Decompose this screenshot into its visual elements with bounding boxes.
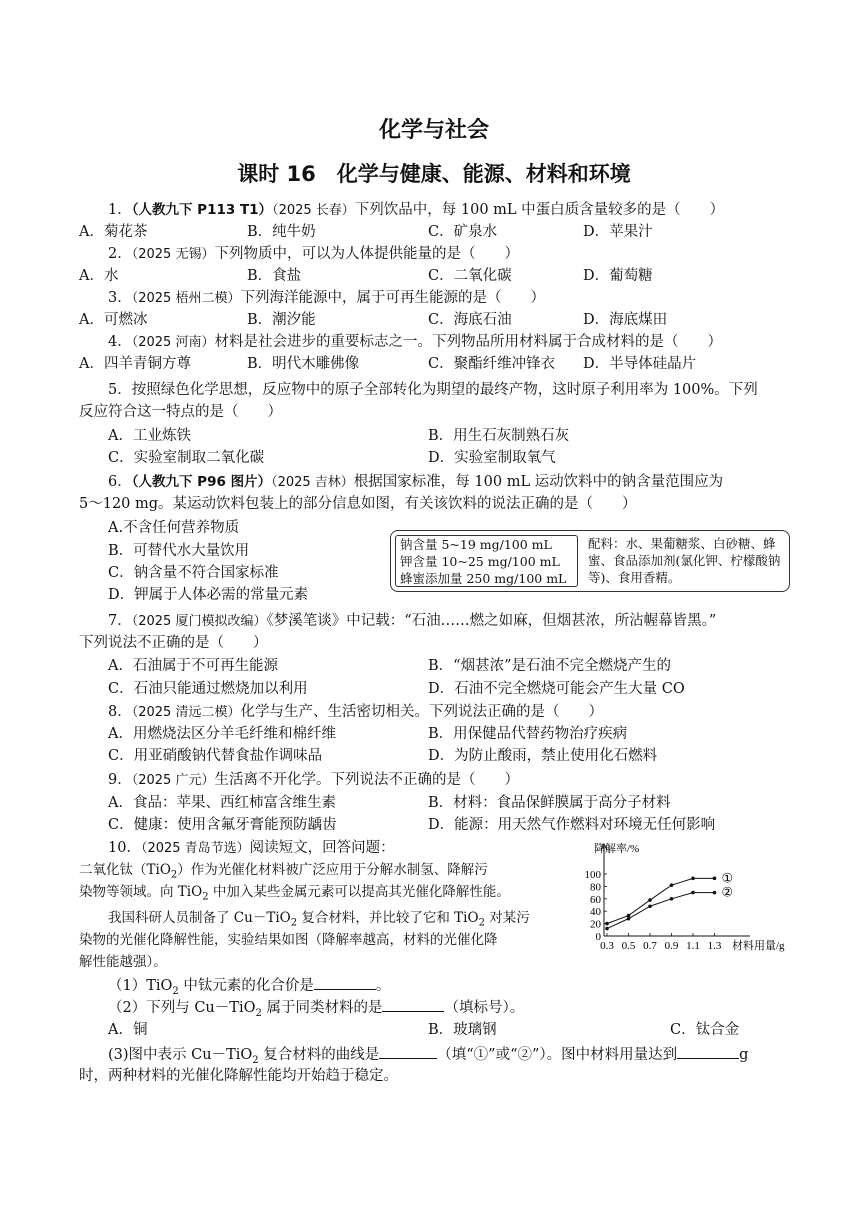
passage-text: 染物等领域。向 TiO (79, 884, 203, 900)
option-c: C．二氧化碳 (428, 268, 512, 284)
option-b: B．用生石灰制熟石灰 (428, 428, 570, 444)
option-b: B．用保健品代替药物治疗疾病 (428, 726, 628, 742)
answer-blank[interactable] (382, 997, 444, 1012)
y-tick-label: 60 (590, 893, 601, 906)
drink-label (390, 530, 790, 592)
x-tick-label: 1.1 (686, 940, 700, 952)
sub-question-text: g (739, 1047, 749, 1063)
sub-question-3-cont: 时，两种材料的光催化降解性能均开始趋于稳定。 (79, 1068, 398, 1084)
option-d: D．实验室制取氧气 (428, 450, 556, 466)
option-b: B．明代木雕佛像 (247, 356, 360, 372)
data-point (670, 897, 674, 901)
option-a: A．水 (79, 268, 119, 284)
answer-blank[interactable] (677, 1044, 739, 1059)
option-c: C．健康：使用含氟牙膏能预防龋齿 (108, 817, 337, 833)
question-source: （2025 厦门模拟改编） (131, 614, 267, 629)
option-b: B．玻璃钢 (428, 1022, 497, 1038)
question-number: 6． (108, 474, 132, 490)
option-a: A．工业炼铁 (108, 428, 191, 444)
question-text: 阅读短文，回答问题： (249, 840, 395, 856)
option-c: C．钠含量不符合国家标准 (108, 565, 279, 581)
passage-line: 解性能越强）。 (79, 954, 167, 970)
question-text: 下列饮品中，每 100 mL 中蛋白质含量较多的是（ ） (354, 202, 725, 218)
potassium-content: 钾含量 10~25 mg/100 mL (400, 554, 560, 569)
option-a: A．食品：苹果、西红柿富含维生素 (108, 795, 336, 811)
subscript: 2 (255, 1007, 262, 1019)
question-number: 3． (108, 290, 132, 306)
question-10 (108, 838, 395, 859)
x-tick-label: 0.7 (643, 940, 657, 952)
passage-text: 对某污 (484, 910, 530, 926)
question-6-cont: 5～120 mg。某运动饮料包装上的部分信息如图，有关该饮料的说法正确的是（ ） (79, 496, 637, 512)
question-number: 8． (108, 704, 132, 720)
question-9 (108, 770, 519, 791)
question-source: （人教九下 P113 T1） (131, 202, 273, 218)
question-4 (108, 332, 722, 353)
passage-text: ）作为光催化材料被广泛应用于分解水制氢、降解污 (177, 862, 488, 878)
question-5-cont: 反应符合这一特点的是（ ） (79, 404, 282, 420)
option-c: C．海底石油 (428, 312, 512, 328)
subscript: 2 (290, 917, 298, 929)
degradation-chart (572, 840, 802, 955)
honey-content: 蜂蜜添加量 250 mg/100 mL (400, 571, 567, 586)
option-a: A.不含任何营养物质 (108, 520, 240, 536)
sub-question-text: （2）下列与 Cu－TiO (108, 1000, 256, 1016)
data-point (713, 877, 717, 881)
option-b: B．材料：食品保鲜膜属于高分子材料 (428, 795, 671, 811)
subscript: 2 (170, 869, 178, 881)
sub-question-text: 中钛元素的化合价是 (178, 978, 314, 994)
data-point (605, 922, 609, 926)
question-number: 7． (108, 613, 132, 629)
question-1 (108, 200, 724, 221)
option-d: D．海底煤田 (583, 312, 668, 328)
option-a: A．铜 (108, 1022, 148, 1038)
question-5: 5．按照绿色化学思想，反应物中的原子全部转化为期望的最终产物，这时原子利用率为 100%。下列 (108, 382, 758, 398)
passage-line (79, 881, 510, 909)
option-c: C．矿泉水 (428, 224, 498, 240)
question-text: 下列海洋能源中，属于可再生能源的是（ ） (240, 290, 545, 306)
option-d: D．钾属于人体必需的常量元素 (108, 587, 309, 603)
question-source: （2025 梧州二模） (131, 291, 241, 306)
option-c: C．用亚硝酸钠代替食盐作调味品 (108, 748, 323, 764)
option-a: A．四羊青铜方尊 (79, 356, 191, 372)
option-b: B．“烟甚浓”是石油不完全燃烧产生的 (428, 658, 671, 674)
y-tick-label: 0 (595, 931, 601, 943)
data-point (627, 914, 631, 918)
question-7 (108, 611, 716, 632)
data-point (670, 883, 674, 887)
x-tick-label: 0.5 (621, 940, 636, 952)
data-point (627, 917, 631, 921)
option-b: B．食盐 (247, 268, 302, 284)
answer-blank[interactable] (379, 1044, 437, 1059)
question-source: （2025 无锡） (131, 247, 215, 262)
question-number: 9． (108, 772, 132, 788)
subscript: 2 (478, 917, 485, 929)
question-number: 1． (108, 202, 132, 218)
sub-question-text: 复合材料的曲线是 (258, 1047, 380, 1063)
option-a: A．可燃冰 (79, 312, 148, 328)
question-source: （2025 吉林） (271, 475, 354, 490)
x-tick-label: 0.3 (600, 940, 614, 952)
subscript: 2 (172, 985, 179, 997)
series-line (607, 893, 715, 929)
series-line (607, 878, 715, 923)
y-tick-label: 80 (590, 881, 601, 894)
question-source: （2025 长春） (272, 203, 355, 218)
data-point (691, 891, 695, 895)
question-source: （人教九下 P96 图片） (131, 474, 272, 490)
question-text: 生活离不开化学。下列说法不正确的是（ ） (214, 772, 519, 788)
y-axis-label: 降解率/% (594, 843, 640, 855)
question-source: （2025 清远二模） (131, 705, 241, 720)
option-d: D．苹果汁 (583, 224, 653, 240)
y-tick-label: 100 (584, 869, 601, 881)
passage-text: 复合材料，并比较了它和 TiO (297, 910, 479, 926)
sub-question-text: 。 (375, 978, 391, 994)
option-d: D．石油不完全燃烧可能会产生大量 CO (428, 681, 685, 697)
y-tick-label: 20 (590, 918, 601, 931)
series-label: ② (721, 885, 734, 901)
data-point (691, 877, 695, 881)
question-text: 下列物质中，可以为人体提供能量的是（ ） (214, 246, 519, 262)
question-number: 2． (108, 246, 132, 262)
option-b: B．潮汐能 (247, 312, 316, 328)
question-2 (108, 244, 519, 265)
sub-question-text: （1）TiO (108, 978, 173, 994)
option-b: B．纯牛奶 (247, 224, 316, 240)
answer-blank[interactable] (314, 975, 376, 990)
subscript: 2 (202, 891, 209, 903)
question-number: 4． (108, 334, 132, 350)
lesson-title: 课时 16 化学与健康、能源、材料和环境 (237, 162, 631, 186)
page-title: 化学与社会 (378, 118, 489, 143)
sub-question-text: 属于同类材料的是 (261, 1000, 383, 1016)
question-text: 根据国家标准，每 100 mL 运动饮料中的钠含量范围应为 (353, 474, 724, 490)
passage-line: 染物的光催化降解性能，实验结果如图（降解率越高，材料的光催化降 (79, 932, 498, 948)
subscript: 2 (252, 1054, 259, 1066)
question-6 (108, 472, 723, 493)
question-3 (108, 288, 545, 309)
option-c: C．钛合金 (670, 1022, 740, 1038)
data-point (648, 904, 652, 908)
option-c: C．聚酯纤维冲锋衣 (428, 356, 556, 372)
question-7-cont: 下列说法不正确的是（ ） (79, 635, 268, 651)
data-point (713, 891, 717, 895)
x-axis-label: 材料用量/g (732, 940, 785, 952)
question-source: （2025 河南） (131, 335, 215, 350)
passage-text: 中加入某些金属元素可以提高其光催化降解性能。 (208, 884, 510, 900)
option-d: D．葡萄糖 (583, 268, 653, 284)
question-number: 10． (108, 840, 141, 856)
option-d: D．半导体硅晶片 (583, 356, 697, 372)
option-a: A．菊花茶 (79, 224, 148, 240)
option-c: C．实验室制取二氧化碳 (108, 450, 265, 466)
x-tick-label: 1.3 (707, 940, 722, 952)
option-d: D．能源：用天然气作燃料对环境无任何影响 (428, 817, 716, 833)
x-tick-label: 0.9 (664, 940, 679, 952)
question-source: （2025 广元） (131, 773, 215, 788)
passage-text: 二氧化钛（TiO (79, 862, 171, 878)
sub-question-text: （填“①”或“②”）。图中材料用量达到 (437, 1047, 678, 1063)
question-text: 化学与生产、生活密切相关。下列说法正确的是（ ） (240, 704, 603, 720)
question-8 (108, 702, 603, 723)
data-point (648, 898, 652, 902)
nutrition-box (395, 535, 578, 587)
sub-question-text: （填标号）。 (444, 1000, 525, 1016)
sodium-content: 钠含量 5~19 mg/100 mL (400, 537, 552, 552)
ingredients-text: 配料：水、果葡糖浆、白砂糖、蜂蜜、食品添加剂(氯化钾、柠檬酸钠等)、食用香精。 (588, 536, 781, 585)
option-a: A．用燃烧法区分羊毛纤维和棉纤维 (108, 726, 336, 742)
question-source: （2025 青岛节选） (140, 841, 250, 856)
question-text: 材料是社会进步的重要标志之一。下列物品所用材料属于合成材料的是（ ） (214, 334, 722, 350)
data-point (605, 927, 609, 931)
option-d: D．为防止酸雨，禁止使用化石燃料 (428, 748, 658, 764)
series-label: ① (721, 871, 734, 887)
option-c: C．石油只能通过燃烧加以利用 (108, 681, 308, 697)
passage-text: 我国科研人员制备了 Cu－TiO (108, 910, 291, 926)
option-a: A．石油属于不可再生能源 (108, 658, 278, 674)
option-b: B．可替代水大量饮用 (108, 543, 250, 559)
question-text: 《梦溪笔谈》中记载：“石油……燃之如麻，但烟甚浓，所沾幄幕皆黑。” (266, 613, 717, 629)
sub-question-text: (3)图中表示 Cu－TiO (108, 1047, 253, 1063)
y-tick-label: 40 (590, 906, 601, 919)
